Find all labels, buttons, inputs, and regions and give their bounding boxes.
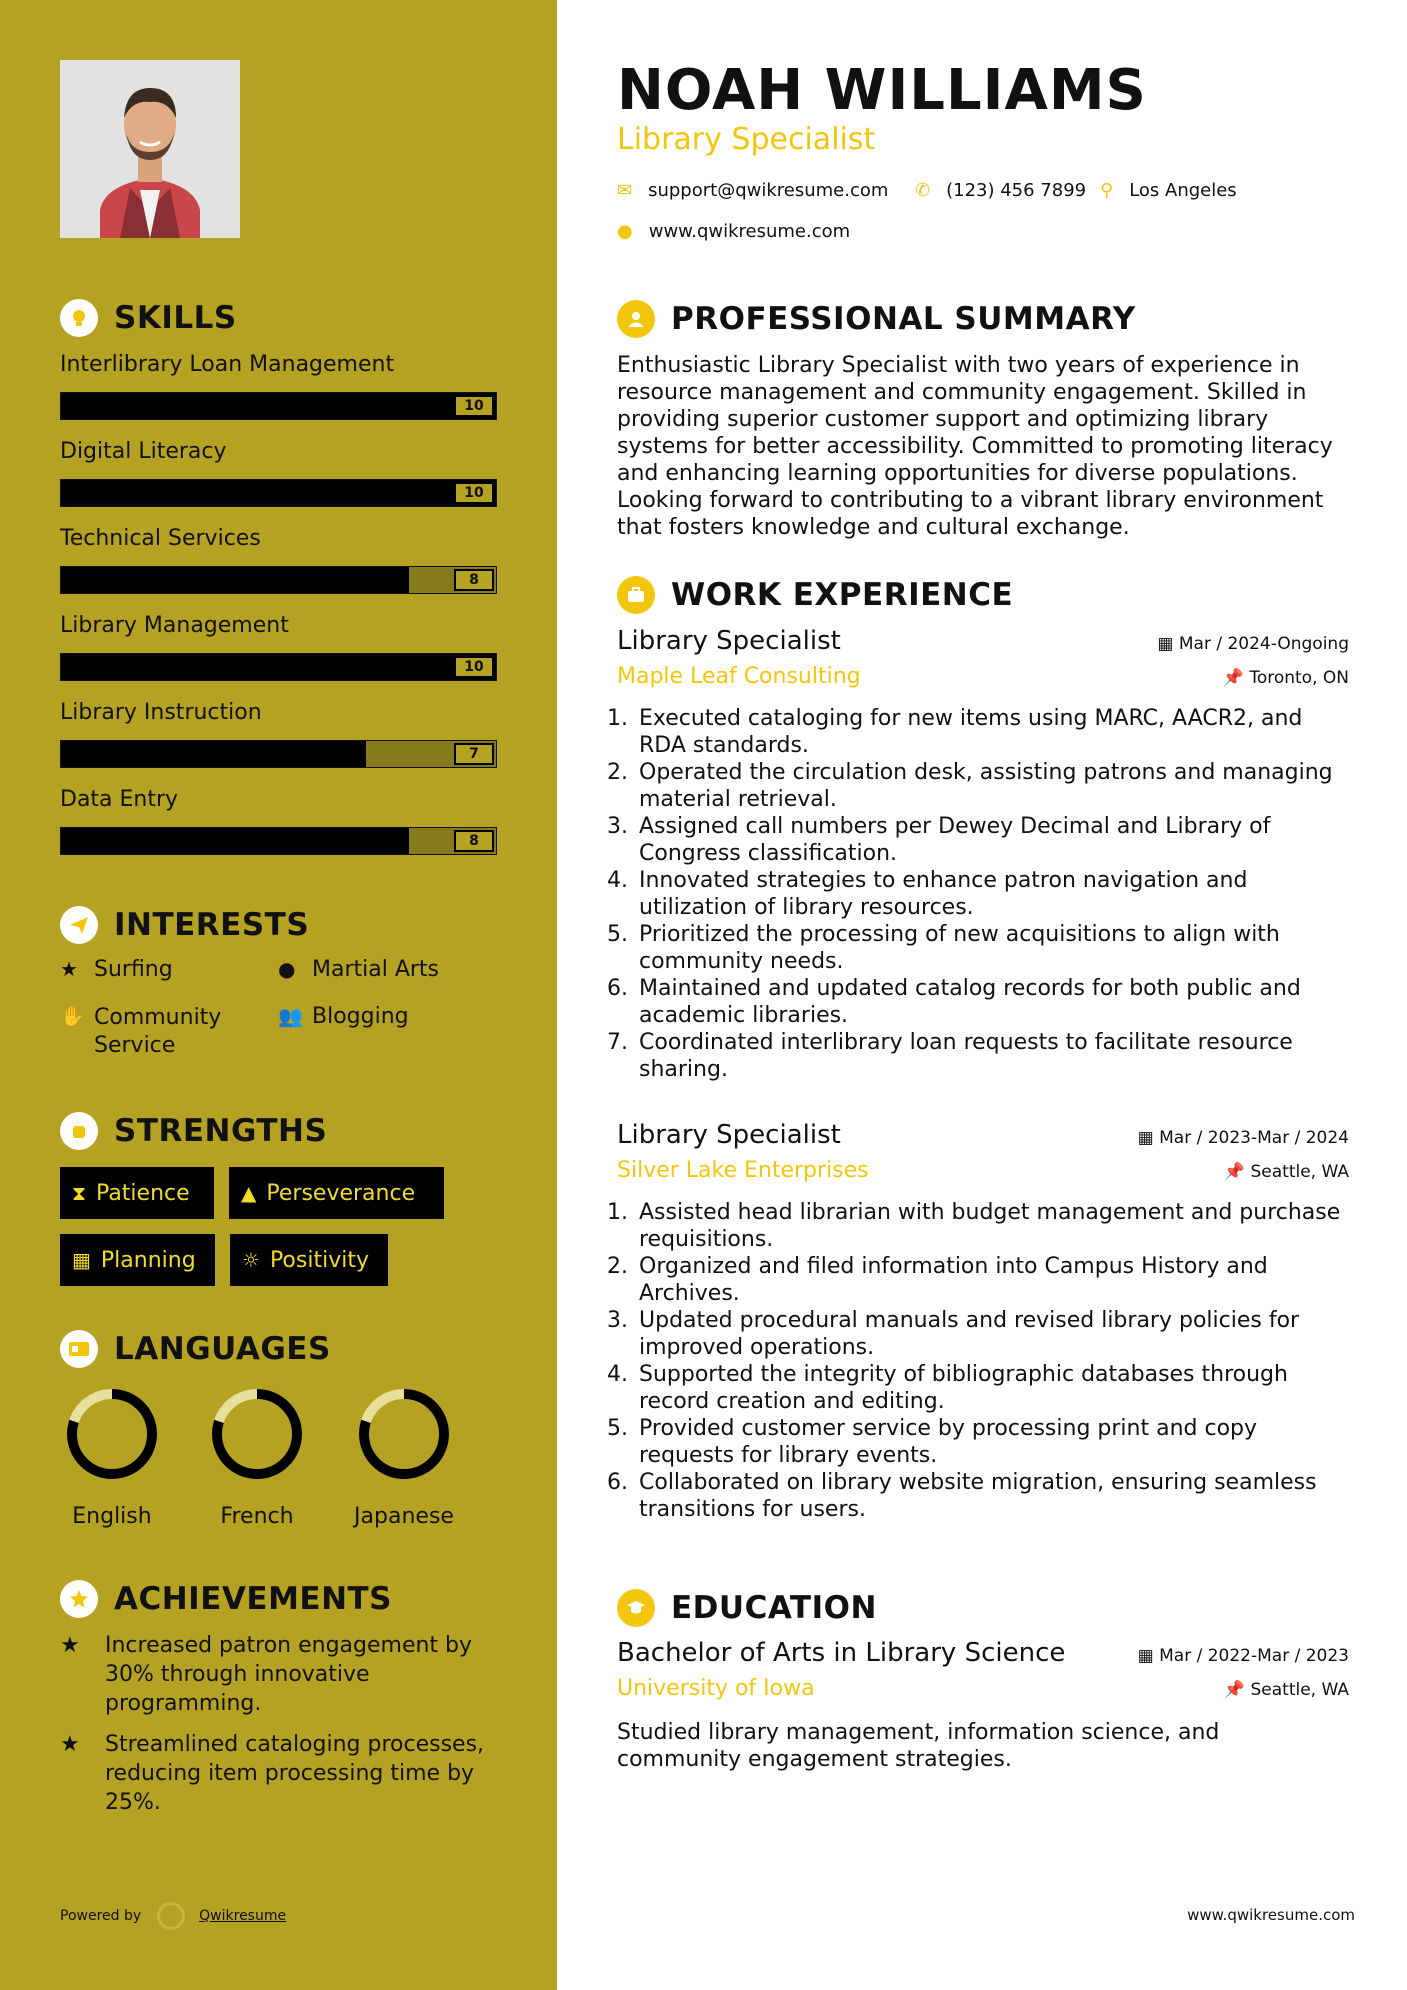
language-ring bbox=[209, 1386, 305, 1482]
job-entry bbox=[617, 1120, 1349, 1523]
list-item: 4. Innovated strategies to enhance patron navigation and utilization of library resources. bbox=[635, 867, 1349, 921]
interest-item bbox=[278, 957, 439, 982]
calendar-icon: ▦ bbox=[1137, 1128, 1160, 1148]
job-location bbox=[1223, 668, 1349, 688]
powered-prefix: Powered by bbox=[60, 1908, 142, 1924]
experience-heading bbox=[617, 576, 1013, 614]
star-icon: ★ bbox=[60, 957, 78, 981]
globe-icon: ● bbox=[617, 221, 633, 242]
skill-name: Data Entry bbox=[60, 787, 179, 812]
phone-icon: ✆ bbox=[915, 180, 931, 201]
job-location bbox=[1224, 1162, 1349, 1182]
skill-bar bbox=[60, 740, 497, 768]
list-item: 3. Assigned call numbers per Dewey Decimal and Library of Congress classification. bbox=[635, 813, 1349, 867]
fist-icon bbox=[60, 1112, 98, 1150]
strength-badge bbox=[60, 1234, 215, 1286]
list-item: 5. Prioritized the processing of new acquisitions to align with community needs. bbox=[635, 921, 1349, 975]
list-item: 7. Coordinated interlibrary loan requests to facilitate resource sharing. bbox=[635, 1029, 1349, 1083]
achievement-item bbox=[60, 1730, 510, 1817]
job-title: Library Specialist bbox=[617, 626, 841, 656]
job-dates-text: Mar / 2024-Ongoing bbox=[1178, 634, 1349, 654]
interest-item bbox=[60, 957, 173, 982]
skill-bar-fill bbox=[61, 393, 496, 419]
skill-name: Library Management bbox=[60, 613, 289, 638]
summary-text: Enthusiastic Library Specialist with two years of experience in resource management and community engagement. Skilled in providing superior customer support and optimizing library systems for better accessibility. Committed to promoting literacy and enhancing learning opportunities for diverse populations. Looking forward to contributing to a vibrant library environment that fosters knowledge and cultural exchange. bbox=[617, 353, 1333, 540]
skill-item bbox=[60, 526, 497, 594]
skill-bar bbox=[60, 653, 497, 681]
person-portrait-icon bbox=[60, 60, 240, 238]
interests-heading bbox=[60, 906, 309, 944]
language-label: Japanese bbox=[354, 1504, 454, 1529]
list-item: 5. Provided customer service by processing print and copy requests for library events. bbox=[635, 1415, 1349, 1469]
interest-label: Community Service bbox=[94, 1005, 222, 1058]
skill-item bbox=[60, 787, 497, 855]
list-item: 2. Operated the circulation desk, assisting patrons and managing material retrieval. bbox=[635, 759, 1349, 813]
sun-icon: ☼ bbox=[242, 1248, 260, 1272]
shooting-star-icon: ★ bbox=[60, 1732, 80, 1757]
job-company: Silver Lake Enterprises bbox=[617, 1158, 869, 1183]
achievements-heading bbox=[60, 1580, 392, 1618]
main-content bbox=[557, 0, 1407, 1990]
users-icon: 👥 bbox=[278, 1004, 303, 1028]
skill-level-badge: 8 bbox=[454, 830, 494, 852]
interests-title: INTERESTS bbox=[114, 907, 310, 943]
strength-label: Patience bbox=[96, 1180, 190, 1206]
strength-badge bbox=[229, 1167, 444, 1219]
shooting-star-icon: ★ bbox=[60, 1633, 80, 1658]
graduate-icon bbox=[617, 1589, 655, 1627]
skill-item bbox=[60, 352, 497, 420]
candidate-name: NOAH WILLIAMS bbox=[617, 58, 1147, 123]
powered-brand-link[interactable]: Qwikresume bbox=[199, 1908, 287, 1924]
list-item: 1. Executed cataloging for new items using MARC, AACR2, and RDA standards. bbox=[635, 705, 1349, 759]
calendar-icon: ▦ bbox=[1157, 634, 1179, 654]
calendar-icon: ▦ bbox=[1137, 1646, 1160, 1666]
skill-bar bbox=[60, 392, 497, 420]
language-item bbox=[344, 1386, 464, 1529]
map-pin-icon: ⚲ bbox=[1100, 180, 1114, 201]
interest-label: Blogging bbox=[312, 1004, 409, 1029]
calendar-icon: ▦ bbox=[72, 1248, 91, 1272]
skill-bar-fill bbox=[61, 828, 409, 854]
job-bullets bbox=[617, 705, 1349, 1083]
achievement-item bbox=[60, 1631, 510, 1718]
interest-item bbox=[60, 1004, 260, 1060]
interest-label: Surfing bbox=[94, 957, 173, 982]
list-item: 1. Assisted head librarian with budget management and purchase requisitions. bbox=[635, 1199, 1349, 1253]
phone-text: (123) 456 7899 bbox=[946, 180, 1087, 201]
degree-title: Bachelor of Arts in Library Science bbox=[617, 1638, 1066, 1668]
skill-name: Interlibrary Loan Management bbox=[60, 352, 395, 377]
education-heading bbox=[617, 1589, 877, 1627]
skill-bar-fill bbox=[61, 654, 496, 680]
languages-heading bbox=[60, 1330, 331, 1368]
job-location-text: Seattle, WA bbox=[1250, 1162, 1349, 1182]
list-item: 2. Organized and filed information into Campus History and Archives. bbox=[635, 1253, 1349, 1307]
pushpin-icon: 📌 bbox=[1223, 1162, 1251, 1182]
skill-level-badge: 10 bbox=[454, 395, 494, 417]
email-text: support@qwikresume.com bbox=[648, 180, 889, 201]
skill-bar-fill bbox=[61, 741, 366, 767]
language-item bbox=[52, 1386, 172, 1529]
job-bullets bbox=[617, 1199, 1349, 1523]
skill-name: Library Instruction bbox=[60, 700, 262, 725]
skill-bar bbox=[60, 827, 497, 855]
school-name: University of Iowa bbox=[617, 1676, 815, 1701]
skill-level-badge: 10 bbox=[454, 656, 494, 678]
education-location bbox=[1224, 1680, 1349, 1700]
strengths-heading bbox=[60, 1112, 327, 1150]
interest-label: Martial Arts bbox=[312, 957, 440, 982]
website-text: www.qwikresume.com bbox=[648, 221, 851, 242]
job-company: Maple Leaf Consulting bbox=[617, 664, 861, 689]
skills-title: SKILLS bbox=[114, 300, 237, 336]
contact-website[interactable] bbox=[617, 221, 850, 242]
skill-item bbox=[60, 613, 497, 681]
location-text: Los Angeles bbox=[1129, 180, 1237, 201]
powered-by bbox=[60, 1902, 286, 1930]
list-item: 3. Updated procedural manuals and revised library policies for improved operations. bbox=[635, 1307, 1349, 1361]
education-location-text: Seattle, WA bbox=[1250, 1680, 1349, 1700]
summary-title: PROFESSIONAL SUMMARY bbox=[671, 301, 1136, 337]
footer-url[interactable]: www.qwikresume.com bbox=[1187, 1906, 1355, 1924]
language-icon bbox=[60, 1330, 98, 1368]
pushpin-icon: 📌 bbox=[1222, 668, 1250, 688]
envelope-icon: ✉ bbox=[617, 180, 633, 201]
contact-phone[interactable] bbox=[915, 180, 1086, 201]
education-title: EDUCATION bbox=[671, 1590, 877, 1626]
skill-bar-fill bbox=[61, 567, 409, 593]
qwikresume-logo-icon bbox=[157, 1902, 185, 1930]
list-item: 6. Collaborated on library website migration, ensuring seamless transitions for users. bbox=[635, 1469, 1349, 1523]
user-icon bbox=[617, 300, 655, 338]
job-dates-text: Mar / 2023-Mar / 2024 bbox=[1159, 1128, 1349, 1148]
job-entry bbox=[617, 626, 1349, 1083]
job-location-text: Toronto, ON bbox=[1249, 668, 1349, 688]
globe-icon: ● bbox=[278, 957, 296, 981]
achievement-text: Streamlined cataloging processes, reducing item processing time by 25%. bbox=[105, 1732, 485, 1815]
contact-email[interactable] bbox=[617, 180, 888, 201]
star-badge-icon bbox=[60, 1580, 98, 1618]
skill-bar bbox=[60, 479, 497, 507]
experience-title: WORK EXPERIENCE bbox=[671, 577, 1014, 613]
sidebar bbox=[0, 0, 557, 1990]
language-item bbox=[197, 1386, 317, 1529]
job-title: Library Specialist bbox=[617, 1120, 841, 1150]
strength-label: Perseverance bbox=[266, 1180, 416, 1206]
education-dates bbox=[1138, 1646, 1349, 1666]
list-item: 6. Maintained and updated catalog records for both public and academic libraries. bbox=[635, 975, 1349, 1029]
interest-item bbox=[278, 1004, 409, 1029]
strength-label: Planning bbox=[100, 1247, 196, 1273]
skill-bar bbox=[60, 566, 497, 594]
skills-heading bbox=[60, 299, 237, 337]
skill-item bbox=[60, 439, 497, 507]
skill-name: Technical Services bbox=[60, 526, 261, 551]
skill-bar-fill bbox=[61, 480, 496, 506]
strength-label: Positivity bbox=[269, 1247, 369, 1273]
language-label: English bbox=[72, 1504, 152, 1529]
briefcase-icon bbox=[617, 576, 655, 614]
paper-plane-icon bbox=[60, 906, 98, 944]
summary-heading bbox=[617, 300, 1136, 338]
education-dates-text: Mar / 2022-Mar / 2023 bbox=[1159, 1646, 1349, 1666]
hand-icon: ✋ bbox=[60, 1004, 85, 1028]
achievements-title: ACHIEVEMENTS bbox=[114, 1581, 393, 1617]
skill-name: Digital Literacy bbox=[60, 439, 227, 464]
strength-badge bbox=[230, 1234, 388, 1286]
skill-level-badge: 7 bbox=[454, 743, 494, 765]
skill-level-badge: 8 bbox=[454, 569, 494, 591]
education-entry bbox=[617, 1638, 1349, 1773]
strengths-title: STRENGTHS bbox=[114, 1113, 328, 1149]
job-dates bbox=[1138, 1128, 1349, 1148]
language-label: French bbox=[220, 1504, 294, 1529]
lightbulb-icon bbox=[60, 299, 98, 337]
achievement-text: Increased patron engagement by 30% through innovative programming. bbox=[105, 1633, 473, 1716]
job-dates bbox=[1157, 634, 1349, 654]
skill-level-badge: 10 bbox=[454, 482, 494, 504]
hourglass-icon: ⧗ bbox=[72, 1181, 87, 1205]
profile-photo bbox=[60, 60, 240, 238]
contact-location bbox=[1100, 180, 1237, 201]
strength-badge bbox=[60, 1167, 214, 1219]
candidate-title: Library Specialist bbox=[617, 122, 876, 157]
language-ring bbox=[64, 1386, 160, 1482]
skill-item bbox=[60, 700, 497, 768]
languages-title: LANGUAGES bbox=[114, 1331, 331, 1367]
education-description: Studied library management, information science, and community engagement strategies. bbox=[617, 1720, 1220, 1772]
pushpin-icon: 📌 bbox=[1223, 1680, 1251, 1700]
road-icon: ▲ bbox=[241, 1181, 257, 1205]
list-item: 4. Supported the integrity of bibliographic databases through record creation and editing. bbox=[635, 1361, 1349, 1415]
language-ring bbox=[356, 1386, 452, 1482]
